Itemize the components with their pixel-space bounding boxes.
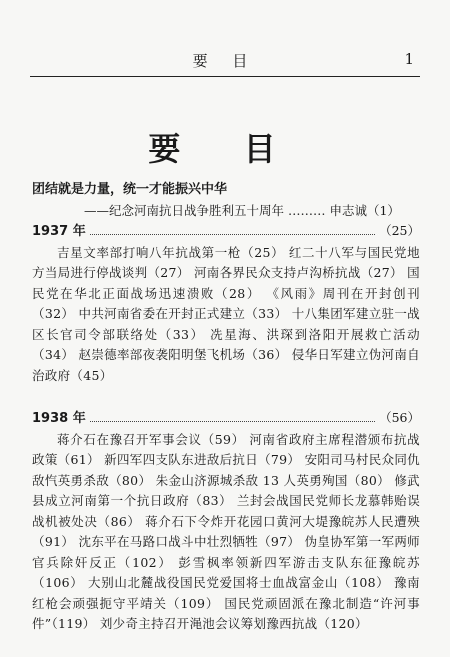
header-rule xyxy=(30,76,420,77)
section-heading: 团结就是力量，统一才能振兴中华 xyxy=(32,182,228,197)
running-title: 要 目 xyxy=(192,52,258,70)
year-page: （56） xyxy=(379,410,420,425)
page-number: 1 xyxy=(404,50,414,68)
year-label: 1937 年 xyxy=(32,224,86,239)
page-title: 要 目 xyxy=(148,130,302,168)
dot-leader xyxy=(90,234,375,235)
entries-1937: 吉星文率部打响八年抗战第一枪（25） 红二十八军与国民党地方当局进行停战谈判（27） 河南各界民众支持卢沟桥抗战（27） 国民党在华北正面战场迅速溃败（28） 《风雨》周刊在开封创刊（32） 中共河南省委在开封正式建立（33） 十八集团军建立驻一战区长官司令部联络处（33） 冼星海、洪琛到洛阳开展救亡活动（34） 赵崇德率部夜袭阳明堡飞机场（36） 侵华日军建立伪河南自治政府（45） xyxy=(32,244,420,383)
section-subtitle: ——纪念河南抗日战争胜利五十周年 ……… 申志诚（1） xyxy=(84,202,400,218)
entries-1938: 蒋介石在豫召开军事会议（59） 河南省政府主席程潜颁布抗战政策（61） 新四军四支队东进敌后抗日（79） 安阳司马村民众同仇敌忾英勇杀敌（80） 朱金山济源城杀敌 13 人英勇殉国（80） 修武县成立河南第一个抗日政府（83） 兰封会战国民党师长龙慕韩贻误战机被处决（86） 蒋介石下令炸开花园口黄河大堤豫皖苏人民遭殃（91） 沈东平在马路口战斗中壮烈牺牲（97） 伪皇协军第一军两师官兵除奸反正（102） 彭雪枫率领新四军游击支队东征豫皖苏（106） 大别山北麓战役国民党爱国将士血战富金山（108） 豫南红枪会顽强扼守平靖关（109） 国民党顽固派在豫北制造“许河事件”（119） 刘少奇主持召开渑池会议筹划豫西抗战（120） xyxy=(32,431,420,631)
year-label: 1938 年 xyxy=(32,411,86,426)
running-header xyxy=(30,50,420,72)
year-page: （25） xyxy=(379,223,420,238)
toc-content xyxy=(32,180,420,635)
year-heading-1938 xyxy=(32,408,420,430)
dot-leader xyxy=(90,421,375,422)
spacer xyxy=(32,386,420,408)
year-heading-1937 xyxy=(32,221,420,243)
